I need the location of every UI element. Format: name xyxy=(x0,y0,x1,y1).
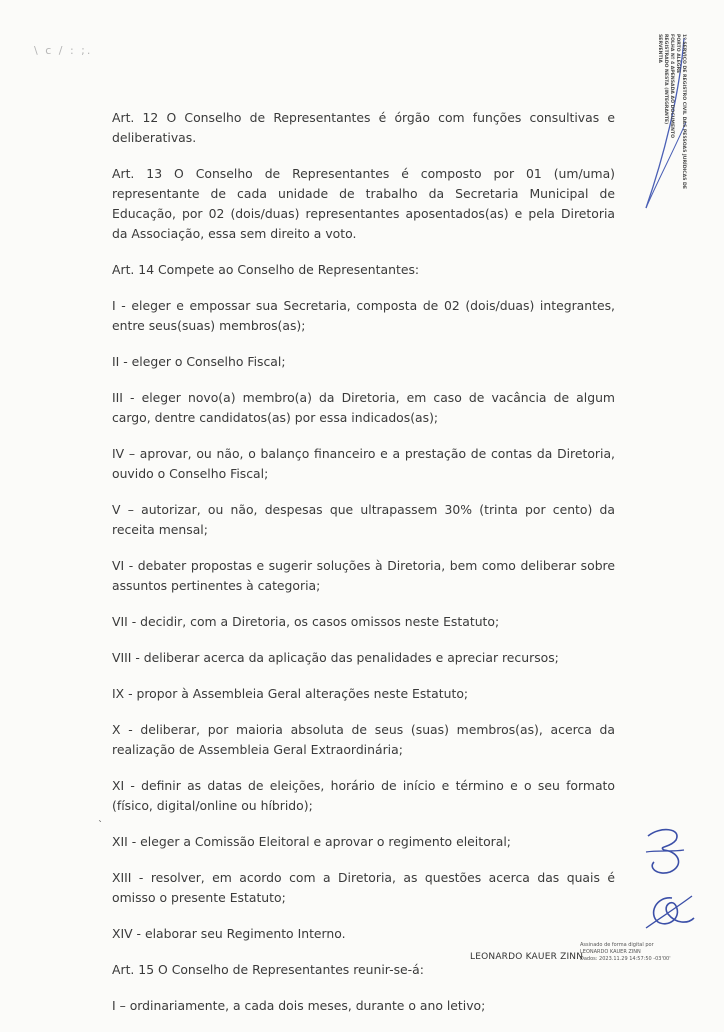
document-paragraph: VII - decidir, com a Diretoria, os casos omissos neste Estatuto; xyxy=(112,614,500,629)
signer-name: LEONARDO KAUER ZINN xyxy=(470,952,584,962)
document-paragraph: IV – aprovar, ou não, o balanço financeiro e a prestação de contas da Diretoria, ouvido o Conselho Fiscal; xyxy=(112,446,615,481)
document-body xyxy=(112,108,615,1032)
document-paragraph: XI - definir as datas de eleições, horário de início e término e o seu formato (físico, digital/online ou híbrido); xyxy=(112,778,615,813)
corner-mark: \ c / : ;. xyxy=(34,44,93,57)
registry-stamp-text: 1º SERVIÇO DE REGISTRO CIVIL DAS PESSOAS JURÍDICAS DE PORTO ALEGRE FOLHA Nº 4 APENSADA AO DOCUMENTO REGISTRADO NESTA (INTEGRANTE) SERVENTIA xyxy=(657,34,686,190)
document-paragraph: Art. 14 Compete ao Conselho de Representantes: xyxy=(112,262,420,277)
document-paragraph: Art. 13 O Conselho de Representantes é composto por 01 (um/uma) representante de cada unidade de trabalho da Secretaria Municipal de Educação, por 02 (dois/duas) representantes aposentados(as) e pela Diretoria da Associação, essa sem direito a voto. xyxy=(112,166,615,241)
document-paragraph: XII - eleger a Comissão Eleitoral e aprovar o regimento eleitoral; xyxy=(112,834,511,849)
document-paragraph: XIII - resolver, em acordo com a Diretoria, as questões acerca das quais é omisso o presente Estatuto; xyxy=(112,870,615,905)
document-paragraph: XIV - elaborar seu Regimento Interno. xyxy=(112,926,346,941)
document-paragraph: I - eleger e empossar sua Secretaria, composta de 02 (dois/duas) integrantes, entre seus(suas) membros(as); xyxy=(112,298,615,333)
digital-signature xyxy=(470,942,710,972)
digital-signature-note: Assinado de forma digital por LEONARDO KAUER ZINN Dados: 2023.11.29 14:57:50 -03'00' xyxy=(580,942,671,962)
margin-tick-mark: ` xyxy=(98,820,103,831)
document-paragraph: X - deliberar, por maioria absoluta de seus (suas) membros(as), acerca da realização de Assembleia Geral Extraordinária; xyxy=(112,722,615,757)
document-paragraph: IX - propor à Assembleia Geral alterações neste Estatuto; xyxy=(112,686,469,701)
handwritten-signature-icon xyxy=(642,888,698,936)
handwritten-initials-icon xyxy=(640,822,692,878)
document-paragraph: Art. 12 O Conselho de Representantes é órgão com funções consultivas e deliberativas. xyxy=(112,110,615,145)
document-paragraph: III - eleger novo(a) membro(a) da Diretoria, em caso de vacância de algum cargo, dentre candidatos(as) por essa indicados(as); xyxy=(112,390,615,425)
document-paragraph: II - eleger o Conselho Fiscal; xyxy=(112,354,286,369)
document-paragraph: I – ordinariamente, a cada dois meses, durante o ano letivo; xyxy=(112,998,486,1013)
document-paragraph: V – autorizar, ou não, despesas que ultrapassem 30% (trinta por cento) da receita mensal; xyxy=(112,502,615,537)
document-paragraph: VIII - deliberar acerca da aplicação das penalidades e apreciar recursos; xyxy=(112,650,559,665)
document-paragraph: Art. 15 O Conselho de Representantes reunir-se-á: xyxy=(112,962,424,977)
document-paragraph: VI - debater propostas e sugerir soluções à Diretoria, bem como deliberar sobre assuntos pertinentes à categoria; xyxy=(112,558,615,593)
